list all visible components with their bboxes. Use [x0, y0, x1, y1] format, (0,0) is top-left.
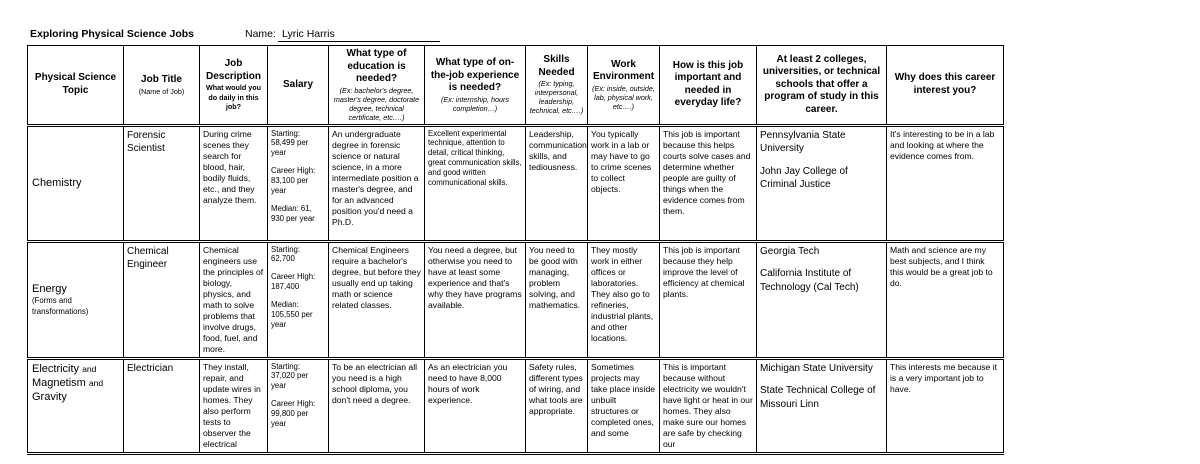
jobs-table — [27, 45, 1004, 455]
interest-cell: Math and science are my best subjects, and I think this would be a great job to do. — [887, 241, 1004, 358]
colleges-cell: Georgia Tech California Institute of Technology (Cal Tech) — [757, 241, 887, 358]
header-row — [28, 46, 1004, 126]
colleges-cell: Michigan State University State Technical College of Missouri Linn — [757, 358, 887, 453]
table-row — [28, 358, 1004, 453]
environment-cell: They mostly work in either offices or laboratories. They also go to refineries, industrial plants, and other locations. — [588, 241, 660, 358]
name-label: Name: — [245, 28, 276, 40]
name-field[interactable]: Lyric Harris — [278, 28, 440, 42]
job-title-cell: Chemical Engineer — [124, 241, 200, 358]
document-title: Exploring Physical Science Jobs — [30, 28, 194, 40]
colleges-cell: Pennsylvania State University John Jay College of Criminal Justice — [757, 125, 887, 241]
salary-cell: Starting: 58,499 per year Career High: 83,100 per year Median: 61, 930 per year — [268, 125, 329, 241]
importance-cell: This job is important because this helps courts solve cases and determine whether people are guilty of things when the evidence comes from them. — [660, 125, 757, 241]
description-cell: They install, repair, and update wires in homes. They also perform tests to observer the electrical — [200, 358, 268, 453]
education-cell: To be an electrician all you need is a high school diploma, you don't need a degree. — [329, 358, 425, 453]
skills-cell: You need to be good with managing, problem solving, and mathematics. — [526, 241, 588, 358]
description-cell: Chemical engineers use the principles of biology, physics, and math to solve problems that involve drugs, food, fuel, and more. — [200, 241, 268, 358]
col-description: Job Description What would you do daily in this job? — [200, 46, 268, 126]
training-cell: You need a degree, but otherwise you need to have at least some experience and that's why they have programs available. — [425, 241, 526, 358]
col-job-title: Job Title (Name of Job) — [124, 46, 200, 126]
col-interest: Why does this career interest you? — [887, 46, 1004, 126]
col-environment: Work Environment (Ex: inside, outside, lab, physical work, etc.…) — [588, 46, 660, 126]
training-cell: Excellent experimental technique, attention to detail, critical thinking, great communication skills, and good written communicational skills. — [425, 125, 526, 241]
col-education: What type of education is needed? (Ex: bachelor's degree, master's degree, doctorate degree, technical certificate, etc.…) — [329, 46, 425, 126]
education-cell: An undergraduate degree in forensic science or natural science, in a more intermediate position a master's degree, and for an advanced position you'd need a Ph.D. — [329, 125, 425, 241]
importance-cell: This is important because without electricity we wouldn't have light or heat in our homes. They also make sure our homes are safe by checking our — [660, 358, 757, 453]
job-title-cell: Forensic Scientist — [124, 125, 200, 241]
salary-cell: Starting: 37,020 per year Career High: 99,800 per year — [268, 358, 329, 453]
environment-cell: Sometimes projects may take place inside unbuilt structures or completed ones, and some — [588, 358, 660, 453]
interest-cell: This interests me because it is a very important job to have. — [887, 358, 1004, 453]
salary-cell: Starting: 62,700 Career High: 187,400 Median: 105,550 per year — [268, 241, 329, 358]
description-cell: During crime scenes they search for blood, hair, bodily fluids, etc., and they analyze them. — [200, 125, 268, 241]
col-skills: Skills Needed (Ex: typing, interpersonal, leadership, technical, etc.…) — [526, 46, 588, 126]
col-topic: Physical Science Topic — [28, 46, 124, 126]
interest-cell: It's interesting to be in a lab and looking at where the evidence comes from. — [887, 125, 1004, 241]
skills-cell: Safety rules, different types of wiring, and what tools are appropriate. — [526, 358, 588, 453]
topic-cell: Chemistry — [28, 125, 124, 241]
job-title-cell: Electrician — [124, 358, 200, 453]
skills-cell: Leadership, communication skills, and tediousness. — [526, 125, 588, 241]
table-row — [28, 125, 1004, 241]
topic-cell: Energy (Forms and transformations) — [28, 241, 124, 358]
training-cell: As an electrician you need to have 8,000 hours of work experience. — [425, 358, 526, 453]
importance-cell: This job is important because they help improve the level of efficiency at chemical plants. — [660, 241, 757, 358]
col-training: What type of on-the-job experience is needed? (Ex: internship, hours completion…) — [425, 46, 526, 126]
col-salary: Salary — [268, 46, 329, 126]
table-row — [28, 241, 1004, 358]
col-colleges: At least 2 colleges, universities, or technical schools that offer a program of study in this career. — [757, 46, 887, 126]
environment-cell: You typically work in a lab or may have to go to crime scenes to collect objects. — [588, 125, 660, 241]
education-cell: Chemical Engineers require a bachelor's degree, but before they usually end up taking math or science related classes. — [329, 241, 425, 358]
col-importance: How is this job important and needed in everyday life? — [660, 46, 757, 126]
topic-cell: Electricity and Magnetism and Gravity — [28, 358, 124, 453]
